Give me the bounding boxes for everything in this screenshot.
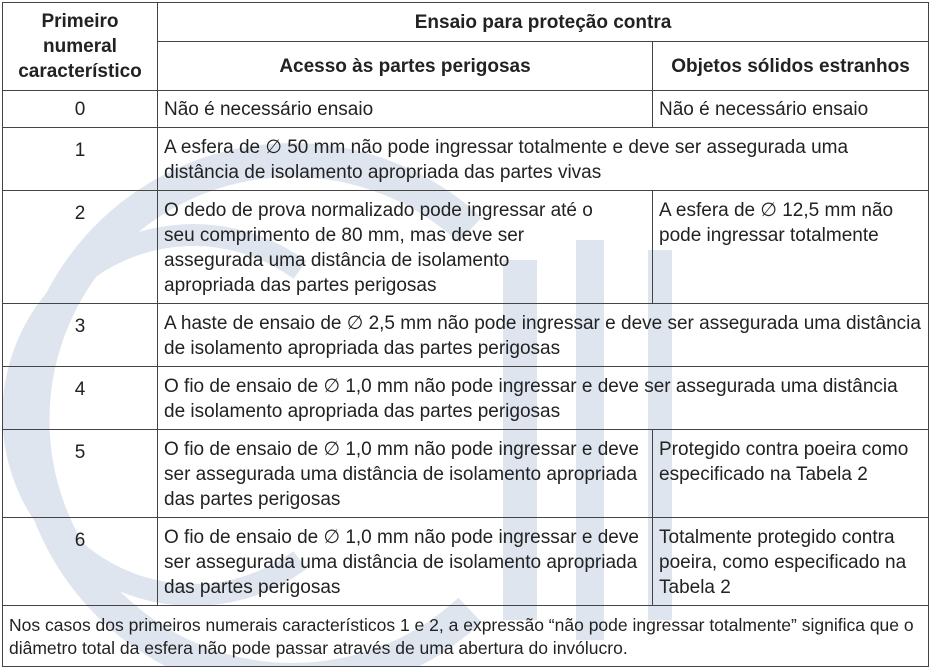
- row-merged-text: O fio de ensaio de ∅ 1,0 mm não pode ingressar e deve ser assegurada uma distância de isolamento apropriada das partes perigosas: [158, 367, 929, 430]
- ip-test-table: [2, 2, 929, 667]
- row-access-text: Não é necessário ensaio: [158, 91, 653, 128]
- row-solid-text: Não é necessário ensaio: [653, 91, 929, 128]
- row-solid-text: Protegido contra poeira como especificado na Tabela 2: [653, 430, 929, 518]
- table-row: [3, 430, 929, 518]
- table-note: Nos casos dos primeiros numerais característicos 1 e 2, a expressão “não pode ingressar totalmente” significa que o diâmetro total da esfera não pode passar através de uma abertura do invólucro.: [3, 606, 929, 667]
- table-row: [3, 191, 929, 304]
- header-first-numeral-line3: característico: [18, 61, 142, 82]
- header-solid-objects: Objetos sólidos estranhos: [653, 42, 929, 91]
- row-numeral: 4: [3, 367, 158, 430]
- row-numeral: 0: [3, 91, 158, 128]
- row-access-text: O fio de ensaio de ∅ 1,0 mm não pode ingressar e deve ser assegurada uma distância de isolamento apropriada das partes perigosas: [158, 518, 653, 606]
- row-numeral: 5: [3, 430, 158, 518]
- row-numeral: 1: [3, 128, 158, 191]
- table-row: [3, 518, 929, 606]
- header-test-group: Ensaio para proteção contra: [158, 3, 929, 42]
- table-row: [3, 91, 929, 128]
- row-access-text: O dedo de prova normalizado pode ingressar até o seu comprimento de 80 mm, mas deve ser assegurada uma distância de isolamento apropriada das partes perigosas: [158, 191, 653, 304]
- row-numeral: 3: [3, 304, 158, 367]
- header-first-numeral: [3, 3, 158, 91]
- table-row: [3, 128, 929, 191]
- table-row: [3, 367, 929, 430]
- row-solid-text: A esfera de ∅ 12,5 mm não pode ingressar totalmente: [653, 191, 929, 304]
- header-first-numeral-line2: numeral: [43, 36, 117, 57]
- header-access-hazardous: Acesso às partes perigosas: [158, 42, 653, 91]
- row-merged-text: A esfera de ∅ 50 mm não pode ingressar totalmente e deve ser assegurada uma distância de isolamento apropriada das partes vivas: [158, 128, 929, 191]
- row-numeral: 2: [3, 191, 158, 304]
- row-solid-text: Totalmente protegido contra poeira, como especificado na Tabela 2: [653, 518, 929, 606]
- table-note-row: [3, 606, 929, 667]
- row-access-text: O fio de ensaio de ∅ 1,0 mm não pode ingressar e deve ser assegurada uma distância de isolamento apropriada das partes perigosas: [158, 430, 653, 518]
- header-first-numeral-line1: Primeiro: [41, 11, 119, 32]
- row-numeral: 6: [3, 518, 158, 606]
- table-row: [3, 304, 929, 367]
- row-merged-text: A haste de ensaio de ∅ 2,5 mm não pode ingressar e deve ser assegurada uma distância de isolamento apropriada das partes perigosas: [158, 304, 929, 367]
